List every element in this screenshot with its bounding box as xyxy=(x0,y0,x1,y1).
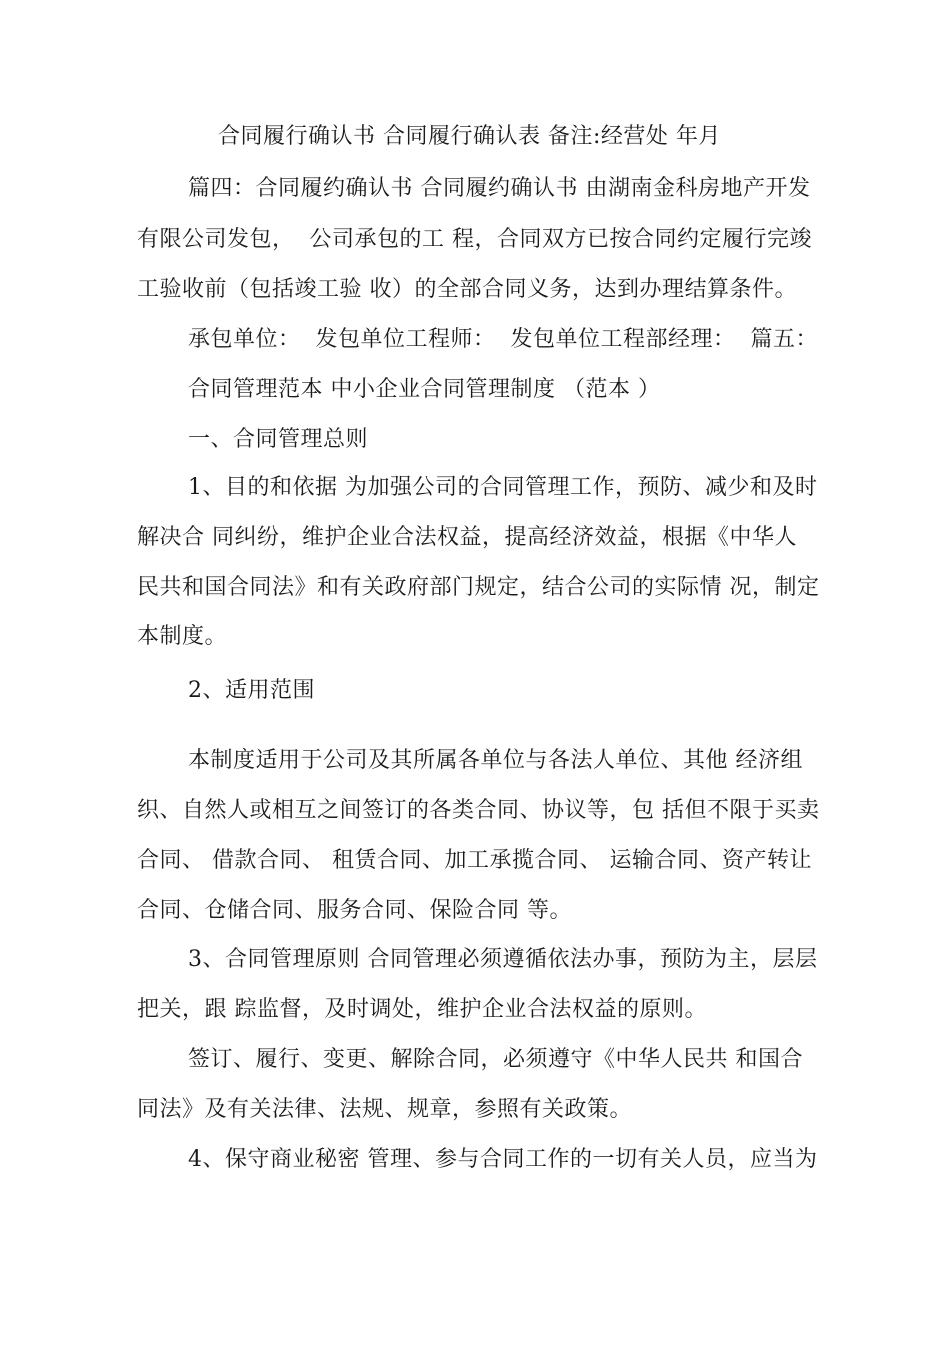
doc-line: 1、目的和依据 为加强公司的合同管理工作，预防、减少和及时 xyxy=(188,475,818,500)
doc-line: 合同、 借款合同、 租赁合同、加工承揽合同、 运输合同、资产转让 xyxy=(137,848,812,873)
doc-line: 同法》及有关法律、法规、规章，参照有关政策。 xyxy=(137,1097,633,1122)
doc-line: 把关，跟 踪监督，及时调处，维护企业合法权益的原则。 xyxy=(137,997,707,1022)
doc-line: 合同履行确认书 合同履行确认表 备注:经营处 年月 xyxy=(218,124,721,149)
doc-line: 织、自然人或相互之间签订的各类合同、协议等，包 括但不限于买卖 xyxy=(137,798,820,823)
doc-line: 合同、仓储合同、服务合同、保险合同 等。 xyxy=(137,898,572,923)
doc-line: 篇四：合同履约确认书 合同履约确认书 由湖南金科房地产开发 xyxy=(188,176,811,201)
doc-line: 工验收前（包括竣工验 收）的全部合同义务，达到办理结算条件。 xyxy=(137,277,797,302)
doc-line: 4、保守商业秘密 管理、参与合同工作的一切有关人员，应当为 xyxy=(188,1147,818,1172)
doc-line: 承包单位： 发包单位工程师： 发包单位工程部经理： 篇五： xyxy=(188,327,818,352)
section-heading: 一、合同管理总则 xyxy=(188,427,369,452)
doc-line: 3、合同管理原则 合同管理必须遵循依法办事，预防为主，层层 xyxy=(188,947,818,972)
doc-line: 民共和国合同法》和有关政府部门规定，结合公司的实际情 况，制定 xyxy=(137,575,820,600)
doc-line: 本制度适用于公司及其所属各单位与各法人单位、其他 经济组 xyxy=(188,748,803,773)
doc-line: 合同管理范本 中小企业合同管理制度 （范本 ） xyxy=(188,377,661,402)
doc-line: 签订、履行、变更、解除合同，必须遵守《中华人民共 和国合 xyxy=(188,1047,803,1072)
section-heading: 2、适用范围 xyxy=(188,678,315,703)
doc-line: 本制度。 xyxy=(137,624,228,649)
doc-line: 解决合 同纠纷，维护企业合法权益，提高经济效益，根据《中华人 xyxy=(137,525,797,550)
doc-line: 有限公司发包， 公司承包的工 程，合同双方已按合同约定履行完竣 xyxy=(137,227,812,252)
